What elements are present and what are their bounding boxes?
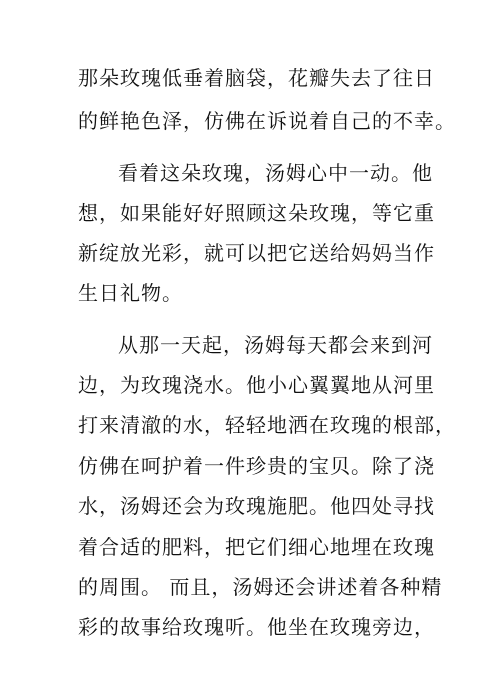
- paragraph-3-line-2: 边，为玫瑰浇水。他小心翼翼地从河里: [78, 373, 435, 397]
- paragraph-2-line-3: 新绽放光彩，就可以把它送给妈妈当作: [78, 241, 435, 265]
- paragraph-1-line-1: 那朵玫瑰低垂着脑袋，花瓣失去了往日: [78, 66, 435, 90]
- paragraph-3-line-6: 着合适的肥料，把它们细心地埋在玫瑰: [78, 535, 435, 559]
- paragraph-3-line-4: 仿佛在呵护着一件珍贵的宝贝。除了浇: [78, 454, 435, 478]
- paragraph-2-line-1: 看着这朵玫瑰，汤姆心中一动。他: [118, 161, 433, 185]
- paragraph-2-line-4: 生日礼物。: [78, 281, 183, 305]
- paragraph-2-line-2: 想，如果能好好照顾这朵玫瑰，等它重: [78, 201, 435, 225]
- paragraph-3-line-1: 从那一天起，汤姆每天都会来到河: [118, 333, 433, 357]
- paragraph-3-line-8: 彩的故事给玫瑰听。他坐在玫瑰旁边，: [78, 615, 435, 639]
- paragraph-3-line-3: 打来清澈的水，轻轻地洒在玫瑰的根部，: [78, 413, 456, 437]
- paragraph-1-line-2: 的鲜艳色泽，仿佛在诉说着自己的不幸。: [78, 109, 456, 133]
- paragraph-3-line-5: 水，汤姆还会为玫瑰施肥。他四处寻找: [78, 494, 435, 518]
- paragraph-3-line-7: 的周围。 而且，汤姆还会讲述着各种精: [78, 575, 443, 599]
